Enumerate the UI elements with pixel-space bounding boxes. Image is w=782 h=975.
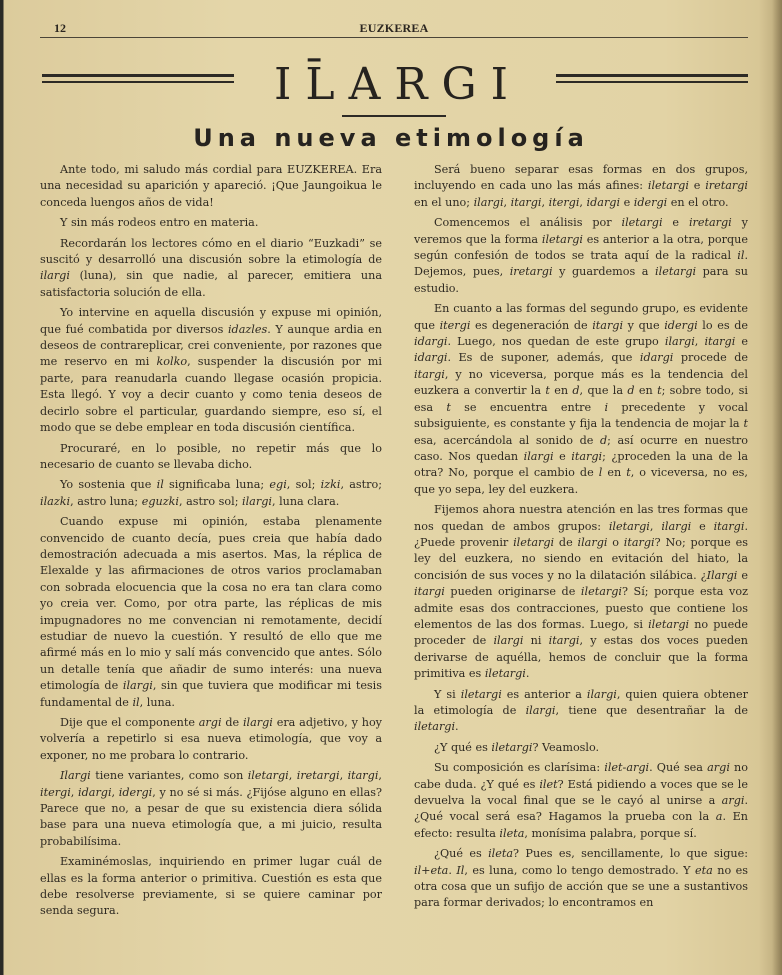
paragraph: En cuanto a las formas del segundo grupo, es evidente que itergi es degeneración de itargi y que idergi lo es de idargi. Luego, nos quedan de este grupo ilargi, itargi e idargi. Es de suponer, además, que idargi procede de itargi, y no viceversa, porque más es la tendencia del euzkera a convertir la t en d, que la d en t; sobre todo, si esa t se encuentra entre i precedente y vocal subsiguiente, es constante y fija la tendencia de mojar la t esa, acercándola al sonido de d; así ocurre en nuestro caso. Nos quedan ilargi e itargi; ¿proceden la una de la otra? No, porque el cambio de l en t, o viceversa, no es, que yo sepa, ley del euzkera. xyxy=(414,302,749,496)
article-subtitle: Una nueva etimología xyxy=(193,124,589,152)
paragraph: ¿Qué es ileta? Pues es, sencillamente, lo que sigue: il+eta. Il, es luna, como lo tengo demostrado. Y eta no es otra cosa que un sufijo de acción que se une a sustantivos para formar derivados; lo encontramos en xyxy=(414,847,749,910)
title-ornament-right xyxy=(556,74,748,86)
right-column xyxy=(414,162,748,916)
paragraph: Fijemos ahora nuestra atención en las tres formas que nos quedan de ambos grupos: iletargi, ilargi e itargi. ¿Puede provenir iletargi de ilargi o itargi? No; porque es ley del euzkera, no siendo en evitación del hiato, la concisión de sus voces y no la dilatación silábica. ¿Ilargi e itargi pueden originarse de iletargi? Sí; porque esta voz admite esas dos contracciones, puesto que contiene los elementos de las dos formas. Luego, si iletargi no puede proceder de ilargi ni itargi, y estas dos voces pueden derivarse de aquélla, hemos de concluir que la forma primitiva es iletargi. xyxy=(414,503,748,681)
paragraph: Ante todo, mi saludo más cordial para EUZKEREA. Era una necesidad su aparición y apareció. ¡Que Jaungoikua le conceda luengos años de vida! xyxy=(40,163,382,209)
paragraph: Yo sostenia que il significaba luna; egi, sol; izki, astro; ilazki, astro luna; eguzki, astro sol; ilargi, luna clara. xyxy=(40,478,383,508)
paragraph: Será bueno separar esas formas en dos grupos, incluyendo en cada uno las más afines: iletargi e iretargi en el uno; ilargi, itargi, itergi, idargi e idergi en el otro. xyxy=(414,163,748,209)
paragraph: Recordarán los lectores cómo en el diario “Euzkadi” se suscitó y desarrolló una discusión sobre la etimología de ilargi (luna), sin que nadie, al parecer, emitiera una satisfactoria solución de ella. xyxy=(40,236,382,299)
paragraph: Su composición es clarísima: ilet-argi. Qué sea argi no cabe duda. ¿Y qué es ilet? Está pidiendo a voces que se le devuelva la vocal final que se le cayó al unirse a argi. ¿Qué vocal será esa? Hagamos la prueba con la a. En efecto: resulta ileta, monísima palabra, porque sí. xyxy=(414,761,749,840)
paragraph: Y sin más rodeos entro en materia. xyxy=(60,216,259,230)
page-edge-shadow xyxy=(772,0,782,975)
header-rule xyxy=(40,37,748,38)
paragraph: Ilargi tiene variantes, como son iletargi, iretargi, itargi, itergi, idargi, idergi, y no sé si más. ¿Fijóse alguno en ellas? Parece que no, a pesar de que su existencia diera sólida base para una nueva etimología que, a mi juicio, resulta probabilísima. xyxy=(40,769,382,848)
paragraph: Dije que el componente argi de ilargi era adjetivo, y hoy volvería a repetirlo si esa nueva etimología, que voy a exponer, no me probara lo contrario. xyxy=(40,716,382,762)
paragraph: ¿Y qué es iletargi? Veamoslo. xyxy=(434,740,600,754)
paragraph: Y si iletargi es anterior a ilargi, quien quiera obtener la etimología de ilargi, tiene que desentrañar la de iletargi. xyxy=(414,687,748,734)
article-title: IL̄ARGI xyxy=(273,59,523,110)
page-number: 12 xyxy=(54,21,66,35)
title-underline xyxy=(342,115,446,117)
left-column xyxy=(40,162,382,924)
paragraph: Cuando expuse mi opinión, estaba plenamente convencido de cuanto decía, pues creia que había dado demostración adecuada a mis asertos. Mas, la réplica de Elexalde y las afirmaciones de otros varios proclamaban con sobrada elocuencia que la cosa no era tan clara como yo creia ver. Como, por otra parte, las réplicas de mis impugnadores no me convencian ni remotamente, decidí estudiar de nuevo la cuestión. Y resultó de ello que me afirmé más en lo mio y salí más convencido que antes. Sólo un detalle tenía que añadir de sumo interés: una nueva etimología de ilargi, sin que tuviera que modificar mi tesis fundamental de il, luna. xyxy=(40,515,382,709)
running-title: EUZKEREA xyxy=(359,21,429,35)
paragraph: Comencemos el análisis por iletargi e iretargi y veremos que la forma iletargi es anterior a la otra, porque según confesión de todos se trata aquí de la radical il. Dejemos, pues, iretargi y guardemos a iletargi para su estudio. xyxy=(414,216,748,295)
title-row xyxy=(40,60,748,110)
paragraph: Yo intervine en aquella discusión y expuse mi opinión, que fué combatida por diversos idazles. Y aunque ardia en deseos de contrareplicar, crei conveniente, por razones que me reservo en mi kolko, suspender la discusión por mi parte, para reanudarla cuando llegase ocasión propicia. Esta llegó. Y voy a decir cuanto y como tenia deseos de decirlo sobre el particular, guardando siempre, eso sí, el modo que se debe emplear en toda discusión científica. xyxy=(40,306,382,435)
title-ornament-left xyxy=(42,74,234,86)
paragraph: Examinémoslas, inquiriendo en primer lugar cuál de ellas es la forma anterior o primitiva. Cuestión es esta que debe resolverse previamente, si se quiere caminar por senda segura. xyxy=(40,855,382,918)
paragraph: Procuraré, en lo posible, no repetir más que lo necesario de cuanto se llevaba dicho. xyxy=(40,441,382,471)
